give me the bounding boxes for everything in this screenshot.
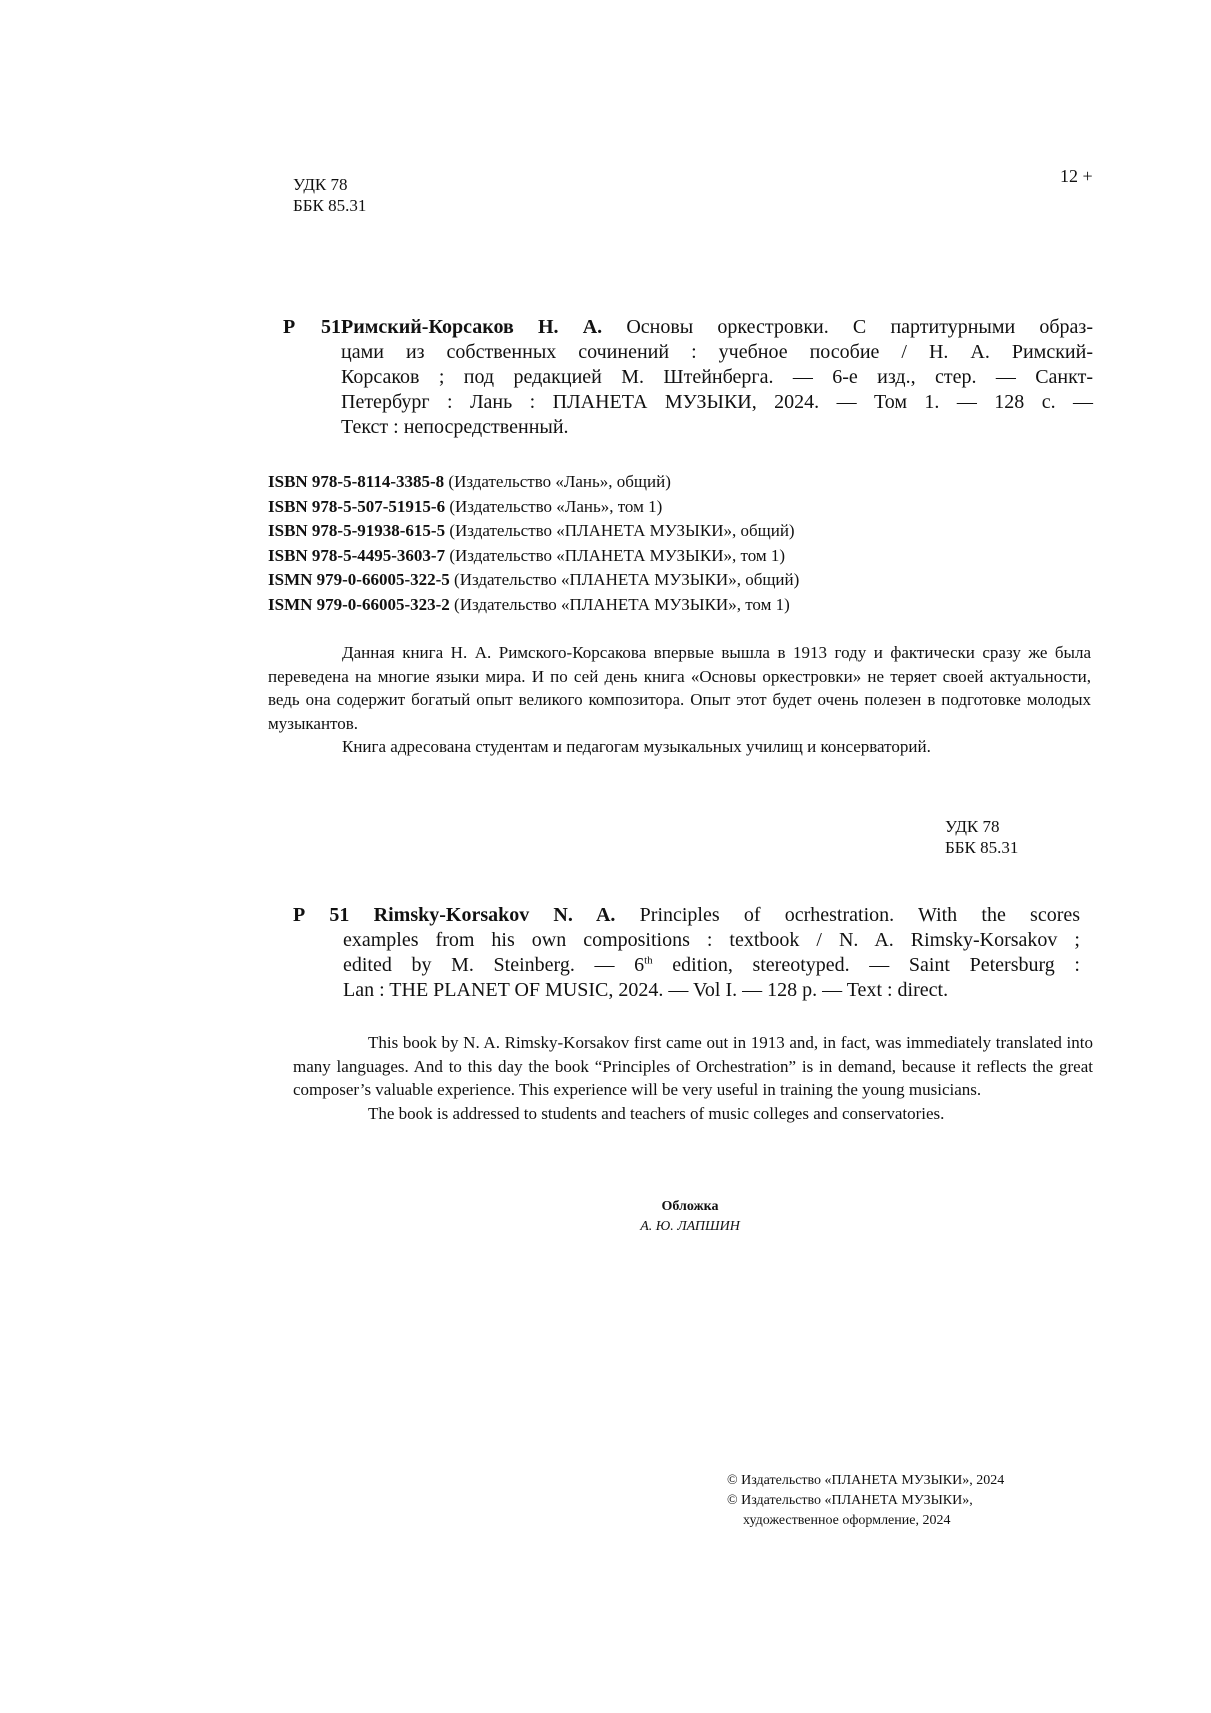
identifier-note: (Издательство «Лань», том 1) [449,496,663,516]
ru-bibliographic-entry [283,315,1093,440]
cover-credit [560,1197,820,1237]
identifier-row [268,544,799,569]
en-entry-line-1 [293,903,1080,928]
identifier-note: (Издательство «ПЛАНЕТА МУЗЫКИ», том 1) [449,545,786,565]
en-entry-line-2: examples from his own compositions : textbook / N. A. Rimsky-Korsakov ; [343,929,1080,951]
identifier-row [268,519,799,544]
age-rating: 12 + [1060,166,1093,186]
udk-code: УДК 78 [293,175,348,194]
identifier-note: (Издательство «ПЛАНЕТА МУЗЫКИ», общий) [454,570,800,589]
en-annotation [293,1031,1093,1125]
en-annotation-paragraph-2: The book is addressed to students and teachers of music colleges and conservatories. [368,1103,945,1123]
edition-superscript: th [644,954,653,967]
copyright-line-2: © Издательство «ПЛАНЕТА МУЗЫКИ», [727,1493,973,1508]
ru-annotation-paragraph-2: Книга адресована студентам и педагогам музыкальных училищ и консерваторий. [342,737,931,757]
copyright-block [727,1471,1004,1531]
identifier-list [268,470,799,617]
identifier-number: ISBN 978-5-4495-3603-7 [268,545,446,565]
ru-entry-line-2: цами из собственных сочинений : учебное пособие / Н. А. Римский- [341,341,1093,363]
cover-designer: А. Ю. ЛАПШИН [640,1219,740,1234]
en-entry-line-3 [293,953,1080,978]
bbk-code: ББК 85.31 [945,838,1019,857]
en-entry-title: Principles of ocrhestration. With the scores [639,904,1081,926]
bbk-code: ББК 85.31 [293,196,367,215]
ru-entry-line-4: Петербург : Лань : ПЛАНЕТА МУЗЫКИ, 2024. — Том 1. — 128 с. — [341,391,1093,413]
en-bibliographic-entry [293,903,1080,1003]
identifier-number: ISBN 978-5-91938-615-5 [268,521,446,540]
en-annotation-paragraph-1: This book by N. A. Rimsky-Korsakov first came out in 1913 and, in fact, was immediately translated into many languages. And to this day the book “Principles of Orchestration” is in demand, because it reflects the great composer’s valuable experience. This experience will be very useful in training the young musicians. [293,1033,1093,1100]
en-entry-line-4: Lan : THE PLANET OF MUSIC, 2024. — Vol I. — 128 p. — Text : direct. [343,979,949,1001]
ru-entry-code: Р 51 [283,316,341,338]
en-entry-line-3-b: edition, stereotyped. — Saint Petersburg : [652,954,1080,976]
copyright-line-1: © Издательство «ПЛАНЕТА МУЗЫКИ», 2024 [727,1473,1005,1488]
udk-code: УДК 78 [945,817,1000,836]
ru-entry-title: Основы оркестровки. С партитурными образ- [626,316,1093,338]
ru-entry-author: Римский-Корсаков Н. А. [341,316,603,338]
ru-annotation-paragraph-1: Данная книга Н. А. Римского-Корсакова впервые вышла в 1913 году и фактически сразу же была переведена на многие языки мира. И по сей день книга «Основы оркестровки» не теряет своей актуальности, ведь она содержит богатый опыт великого композитора. Опыт этот будет очень полезен в подготовке молодых музыкантов. [268,643,1091,733]
identifier-row [268,470,799,495]
en-entry-code: Р 51 [293,904,350,926]
classification-block-mid [945,816,1018,858]
en-entry-author: Rimsky-Korsakov N. A. [373,904,616,926]
ru-entry-line-5: Текст : непосредственный. [341,416,569,438]
identifier-row [268,593,799,618]
en-entry-line-3-a: edited by M. Steinberg. — 6 [343,954,645,976]
ru-annotation [268,641,1091,759]
identifier-row [268,495,799,520]
identifier-note: (Издательство «ПЛАНЕТА МУЗЫКИ», общий) [449,521,795,540]
classification-block-top [293,174,366,216]
identifier-number: ISBN 978-5-507-51915-6 [268,496,446,516]
identifier-number: ISBN 978-5-8114-3385-8 [268,472,445,491]
ru-entry-line-1 [283,315,1093,340]
copyright-line-3: художественное оформление, 2024 [743,1513,951,1528]
ru-entry-line-3: Корсаков ; под редакцией М. Штейнберга. — 6-е изд., стер. — Санкт- [341,366,1093,388]
identifier-note: (Издательство «Лань», общий) [448,472,671,491]
identifier-number: ISMN 979-0-66005-322-5 [268,570,450,589]
identifier-number: ISMN 979-0-66005-323-2 [268,594,450,614]
cover-title: Обложка [661,1199,719,1214]
identifier-row [268,568,799,593]
identifier-note: (Издательство «ПЛАНЕТА МУЗЫКИ», том 1) [454,594,790,614]
